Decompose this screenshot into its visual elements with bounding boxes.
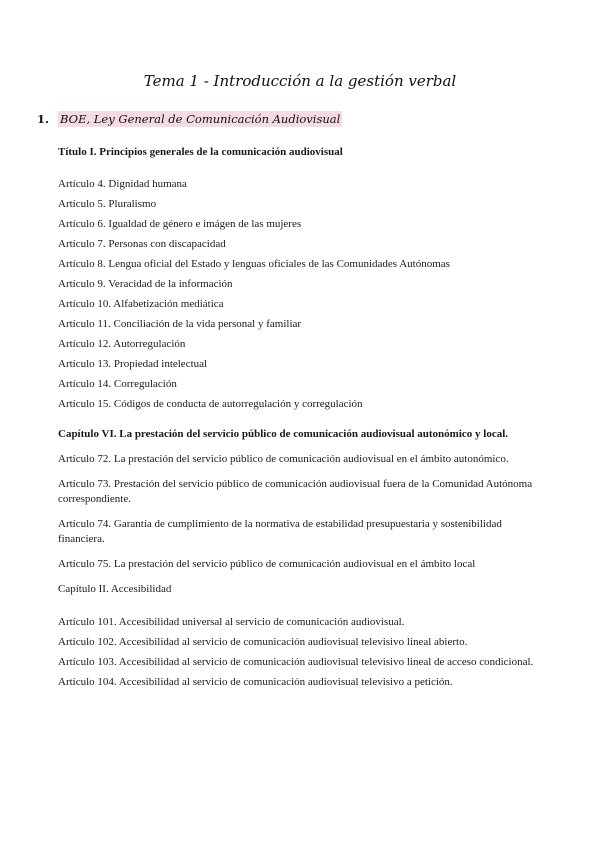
article-item: Artículo 9. Veracidad de la información: [58, 278, 233, 290]
article-item: Artículo 5. Pluralismo: [58, 198, 157, 210]
capitulo-ii-heading: Capítulo II. Accesibilidad: [58, 583, 172, 595]
article-item: Artículo 73. Prestación del servicio público de comunicación audiovisual fuera de la Comunidad Autónoma correspondiente.: [58, 478, 533, 505]
capitulo-vi-heading: Capítulo VI. La prestación del servicio público de comunicación audiovisual autonómico y local.: [58, 428, 509, 440]
document-title: Tema 1 - Introducción a la gestión verbal: [143, 72, 457, 90]
article-item: Artículo 12. Autorregulación: [58, 338, 186, 350]
article-item: Artículo 10. Alfabetización mediática: [58, 298, 224, 310]
document-content: [58, 145, 548, 695]
titulo-article-list: [58, 177, 548, 412]
article-item: Artículo 8. Lengua oficial del Estado y lenguas oficiales de las Comunidades Autónomas: [58, 258, 450, 270]
capitulo-vi-article-list: [58, 452, 548, 572]
article-item: Artículo 72. La prestación del servicio público de comunicación audiovisual en el ámbito autonómico.: [58, 453, 509, 465]
article-item: Artículo 6. Igualdad de género e imágen de las mujeres: [58, 218, 302, 230]
titulo-heading: Título I. Principios generales de la comunicación audiovisual: [58, 146, 343, 158]
article-item: Artículo 104. Accesibilidad al servicio de comunicación audiovisual televisivo a petición.: [58, 676, 453, 688]
section-heading: [37, 112, 342, 126]
article-item: Artículo 74. Garantía de cumplimiento de la normativa de estabilidad presupuestaria y sostenibilidad financiera.: [58, 518, 502, 545]
article-item: Artículo 14. Corregulación: [58, 378, 177, 390]
article-item: Artículo 13. Propiedad intelectual: [58, 358, 208, 370]
article-item: Artículo 4. Dignidad humana: [58, 178, 187, 190]
section-number: 1.: [37, 112, 50, 126]
article-item: Artículo 102. Accesibilidad al servicio de comunicación audiovisual televisivo lineal abierto.: [58, 636, 468, 648]
article-item: Artículo 7. Personas con discapacidad: [58, 238, 226, 250]
article-item: Artículo 103. Accesibilidad al servicio de comunicación audiovisual televisivo lineal de acceso condicional.: [58, 656, 534, 668]
article-item: Artículo 75. La prestación del servicio público de comunicación audiovisual en el ámbito local: [58, 558, 476, 570]
capitulo-ii-article-list: [58, 615, 548, 690]
article-item: Artículo 11. Conciliación de la vida personal y familiar: [58, 318, 302, 330]
article-item: Artículo 101. Accesibilidad universal al servicio de comunicación audiovisual.: [58, 616, 405, 628]
article-item: Artículo 15. Códigos de conducta de autorregulación y corregulación: [58, 398, 363, 410]
section-label: BOE, Ley General de Comunicación Audiovisual: [60, 112, 341, 126]
